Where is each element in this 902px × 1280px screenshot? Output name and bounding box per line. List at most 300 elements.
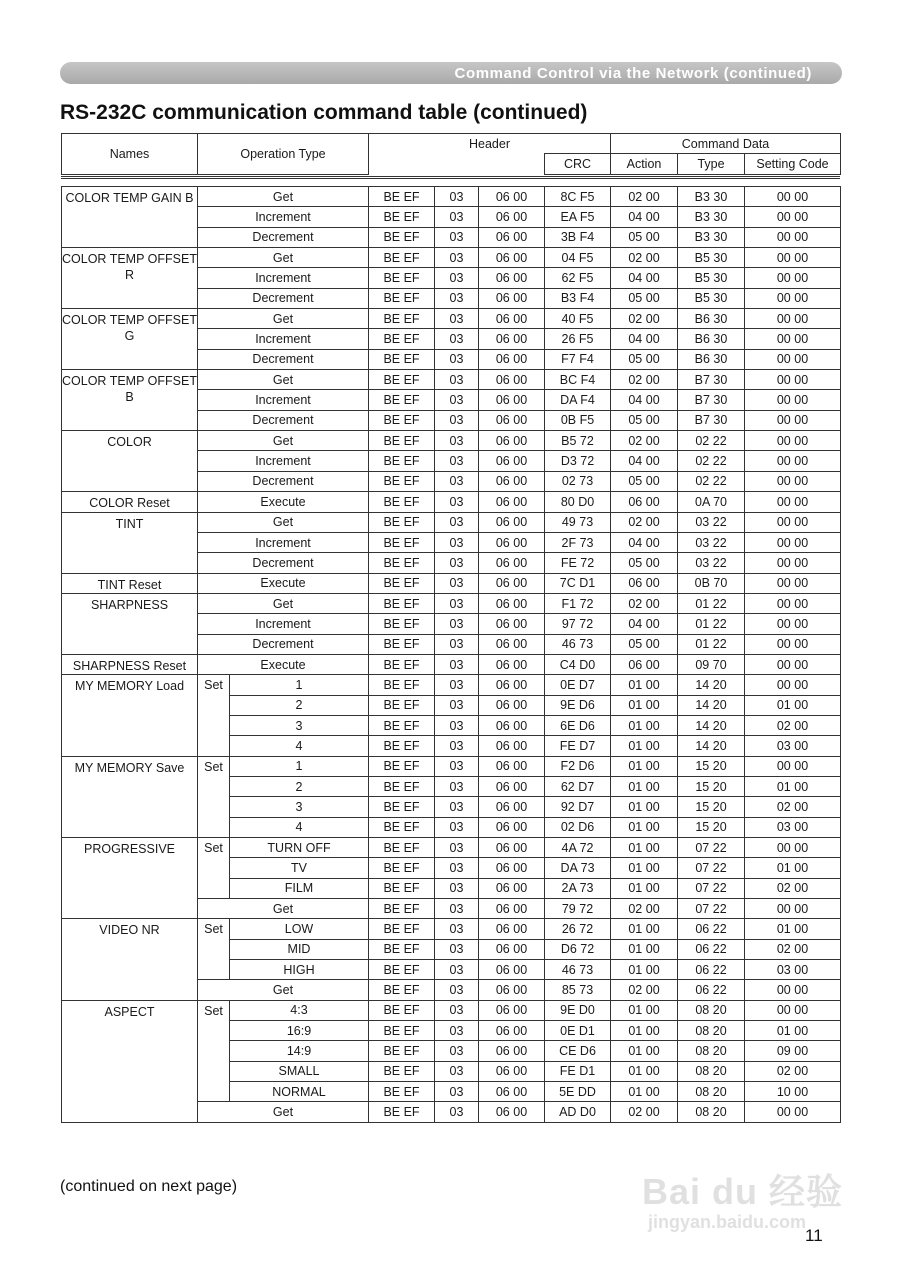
operation-type-cell: Get	[198, 593, 369, 613]
operation-type-cell: TURN OFF	[230, 838, 369, 858]
action-cell: 01 00	[611, 878, 678, 898]
operation-type-cell: Increment	[198, 614, 369, 634]
header-byte-cell: 06 00	[479, 878, 545, 898]
setting-code-cell: 00 00	[745, 349, 841, 369]
setting-code-cell: 00 00	[745, 553, 841, 573]
header-byte-cell: 06 00	[479, 309, 545, 329]
action-cell: 02 00	[611, 187, 678, 207]
command-name-cell: COLOR TEMP GAIN B	[62, 187, 198, 248]
crc-cell: 2A 73	[545, 878, 611, 898]
type-cell: B6 30	[678, 329, 745, 349]
header-byte-cell: 06 00	[479, 492, 545, 512]
setting-code-cell: 00 00	[745, 634, 841, 654]
header-byte-cell: 03	[435, 492, 479, 512]
header-byte-cell: 06 00	[479, 919, 545, 939]
header-byte-cell: 06 00	[479, 1041, 545, 1061]
type-cell: B6 30	[678, 309, 745, 329]
setting-code-cell: 03 00	[745, 817, 841, 837]
setting-code-cell: 00 00	[745, 309, 841, 329]
action-cell: 01 00	[611, 1061, 678, 1081]
operation-type-cell: Execute	[198, 492, 369, 512]
header-byte-cell: 06 00	[479, 390, 545, 410]
header-byte-cell: 06 00	[479, 614, 545, 634]
setting-code-cell: 00 00	[745, 268, 841, 288]
setting-code-cell: 02 00	[745, 715, 841, 735]
header-byte-cell: 06 00	[479, 695, 545, 715]
action-cell: 01 00	[611, 756, 678, 776]
crc-cell: DA F4	[545, 390, 611, 410]
action-cell: 05 00	[611, 410, 678, 430]
header-crc: CRC	[545, 154, 611, 175]
type-cell: 01 22	[678, 614, 745, 634]
type-cell: B5 30	[678, 288, 745, 308]
command-name-cell: MY MEMORY Load	[62, 675, 198, 756]
action-cell: 05 00	[611, 471, 678, 491]
header-byte-cell: 03	[435, 797, 479, 817]
header-byte-cell: 06 00	[479, 593, 545, 613]
action-cell: 01 00	[611, 675, 678, 695]
setting-code-cell: 00 00	[745, 532, 841, 552]
command-name-cell: MY MEMORY Save	[62, 756, 198, 837]
crc-cell: F2 D6	[545, 756, 611, 776]
header-byte-cell: 06 00	[479, 838, 545, 858]
header-byte-cell: 03	[435, 329, 479, 349]
header-byte-cell: 03	[435, 980, 479, 1000]
header-byte-cell: 06 00	[479, 715, 545, 735]
header-byte-cell: BE EF	[369, 1021, 435, 1041]
setting-code-cell: 01 00	[745, 1021, 841, 1041]
setting-code-cell: 00 00	[745, 654, 841, 674]
operation-type-cell: Execute	[198, 573, 369, 593]
header-byte-cell: BE EF	[369, 1041, 435, 1061]
setting-code-cell: 01 00	[745, 776, 841, 796]
action-cell: 04 00	[611, 614, 678, 634]
type-cell: 07 22	[678, 899, 745, 919]
setting-code-cell: 09 00	[745, 1041, 841, 1061]
operation-type-cell: Decrement	[198, 471, 369, 491]
continued-note: (continued on next page)	[60, 1178, 238, 1195]
action-cell: 02 00	[611, 370, 678, 390]
operation-type-cell: Decrement	[198, 410, 369, 430]
command-name-cell: COLOR TEMP OFFSET G	[62, 309, 198, 370]
setting-code-cell: 00 00	[745, 471, 841, 491]
crc-cell: 46 73	[545, 634, 611, 654]
operation-type-cell: Get	[198, 309, 369, 329]
crc-cell: 62 D7	[545, 776, 611, 796]
operation-type-cell: FILM	[230, 878, 369, 898]
type-cell: 06 22	[678, 980, 745, 1000]
crc-cell: 97 72	[545, 614, 611, 634]
action-cell: 06 00	[611, 492, 678, 512]
header-byte-cell: 06 00	[479, 227, 545, 247]
operation-type-cell: Increment	[198, 390, 369, 410]
action-cell: 01 00	[611, 838, 678, 858]
action-cell: 01 00	[611, 919, 678, 939]
header-byte-cell: 06 00	[479, 776, 545, 796]
header-byte-cell: BE EF	[369, 410, 435, 430]
type-cell: 14 20	[678, 715, 745, 735]
header-byte-cell: 03	[435, 899, 479, 919]
action-cell: 05 00	[611, 553, 678, 573]
crc-cell: FE D7	[545, 736, 611, 756]
crc-cell: 0B F5	[545, 410, 611, 430]
header-byte-cell: 03	[435, 410, 479, 430]
header-byte-cell: 03	[435, 939, 479, 959]
type-cell: B7 30	[678, 390, 745, 410]
setting-code-cell: 02 00	[745, 1061, 841, 1081]
setting-code-cell: 00 00	[745, 390, 841, 410]
operation-type-cell: Get	[198, 370, 369, 390]
header-byte-cell: BE EF	[369, 1102, 435, 1122]
header-header: Header	[369, 134, 611, 154]
operation-type-cell: Increment	[198, 207, 369, 227]
header-byte-cell: 06 00	[479, 187, 545, 207]
type-cell: B3 30	[678, 207, 745, 227]
header-byte-cell: BE EF	[369, 858, 435, 878]
type-cell: 01 22	[678, 593, 745, 613]
header-byte-cell: 03	[435, 838, 479, 858]
operation-type-cell: Increment	[198, 532, 369, 552]
crc-cell: 0E D1	[545, 1021, 611, 1041]
header-byte-cell: BE EF	[369, 960, 435, 980]
operation-type-cell: Get	[198, 431, 369, 451]
setting-code-cell: 01 00	[745, 695, 841, 715]
type-cell: B5 30	[678, 248, 745, 268]
type-cell: 14 20	[678, 736, 745, 756]
header-byte-cell: 03	[435, 675, 479, 695]
header-byte-cell: BE EF	[369, 1000, 435, 1020]
type-cell: 09 70	[678, 654, 745, 674]
header-byte-cell: 03	[435, 1021, 479, 1041]
action-cell: 05 00	[611, 349, 678, 369]
header-byte-cell: 03	[435, 471, 479, 491]
header-byte-cell: BE EF	[369, 227, 435, 247]
type-cell: 15 20	[678, 756, 745, 776]
header-byte-cell: 06 00	[479, 553, 545, 573]
operation-type-cell: Increment	[198, 451, 369, 471]
header-byte-cell: 06 00	[479, 471, 545, 491]
setting-code-cell: 01 00	[745, 858, 841, 878]
setting-code-cell: 01 00	[745, 919, 841, 939]
action-cell: 01 00	[611, 1082, 678, 1102]
type-cell: 06 22	[678, 939, 745, 959]
header-byte-cell: 06 00	[479, 736, 545, 756]
header-byte-cell: 06 00	[479, 573, 545, 593]
header-byte-cell: BE EF	[369, 756, 435, 776]
header-names: Names	[62, 134, 198, 175]
header-byte-cell: 06 00	[479, 675, 545, 695]
action-cell: 02 00	[611, 512, 678, 532]
type-cell: 14 20	[678, 675, 745, 695]
setting-code-cell: 03 00	[745, 736, 841, 756]
action-cell: 01 00	[611, 960, 678, 980]
header-byte-cell: 06 00	[479, 512, 545, 532]
header-byte-cell: 06 00	[479, 899, 545, 919]
header-byte-cell: 03	[435, 248, 479, 268]
action-cell: 02 00	[611, 593, 678, 613]
operation-type-cell: Decrement	[198, 553, 369, 573]
header-byte-cell: 06 00	[479, 858, 545, 878]
crc-cell: 9E D6	[545, 695, 611, 715]
action-cell: 04 00	[611, 390, 678, 410]
action-cell: 05 00	[611, 288, 678, 308]
setting-code-cell: 00 00	[745, 756, 841, 776]
type-cell: 08 20	[678, 1000, 745, 1020]
table-row	[62, 675, 841, 695]
action-cell: 01 00	[611, 695, 678, 715]
command-name-cell: COLOR Reset	[62, 492, 198, 512]
table-row	[62, 492, 841, 512]
crc-cell: 49 73	[545, 512, 611, 532]
header-byte-cell: 06 00	[479, 939, 545, 959]
header-action: Action	[611, 154, 678, 175]
type-cell: 08 20	[678, 1021, 745, 1041]
setting-code-cell: 00 00	[745, 492, 841, 512]
table-row	[62, 838, 841, 858]
header-byte-cell: BE EF	[369, 654, 435, 674]
type-cell: B5 30	[678, 268, 745, 288]
action-cell: 06 00	[611, 654, 678, 674]
header-byte-cell: BE EF	[369, 288, 435, 308]
header-setting-code: Setting Code	[745, 154, 841, 175]
operation-type-cell: MID	[230, 939, 369, 959]
action-cell: 04 00	[611, 329, 678, 349]
crc-cell: FE D1	[545, 1061, 611, 1081]
header-byte-cell: 03	[435, 817, 479, 837]
header-byte-cell: 06 00	[479, 654, 545, 674]
header-byte-cell: 03	[435, 207, 479, 227]
setting-code-cell: 00 00	[745, 288, 841, 308]
crc-cell: 2F 73	[545, 532, 611, 552]
type-cell: B3 30	[678, 187, 745, 207]
header-byte-cell: BE EF	[369, 451, 435, 471]
header-byte-cell: BE EF	[369, 512, 435, 532]
header-byte-cell: BE EF	[369, 309, 435, 329]
action-cell: 02 00	[611, 248, 678, 268]
command-table	[61, 186, 841, 1123]
header-byte-cell: 03	[435, 451, 479, 471]
header-byte-cell: BE EF	[369, 899, 435, 919]
setting-code-cell: 00 00	[745, 248, 841, 268]
header-byte-cell: BE EF	[369, 370, 435, 390]
header-byte-cell: 03	[435, 1000, 479, 1020]
header-byte-cell: BE EF	[369, 553, 435, 573]
type-cell: 02 22	[678, 471, 745, 491]
operation-type-cell: 3	[230, 715, 369, 735]
header-separator	[61, 176, 840, 179]
header-byte-cell: BE EF	[369, 614, 435, 634]
crc-cell: F1 72	[545, 593, 611, 613]
header-byte-cell: 06 00	[479, 431, 545, 451]
type-cell: 08 20	[678, 1061, 745, 1081]
header-byte-cell: 06 00	[479, 817, 545, 837]
header-byte-cell: BE EF	[369, 797, 435, 817]
operation-type-cell: 14:9	[230, 1041, 369, 1061]
header-byte-cell: 03	[435, 858, 479, 878]
header-byte-cell: 03	[435, 1061, 479, 1081]
header-byte-cell: 06 00	[479, 1082, 545, 1102]
crc-cell: 4A 72	[545, 838, 611, 858]
header-byte-cell: BE EF	[369, 593, 435, 613]
header-byte-cell: BE EF	[369, 329, 435, 349]
header-byte-cell: 06 00	[479, 634, 545, 654]
page-title: RS-232C communication command table (continued)	[60, 101, 588, 124]
action-cell: 01 00	[611, 817, 678, 837]
crc-cell: 3B F4	[545, 227, 611, 247]
banner-text: Command Control via the Network (continued)	[454, 64, 812, 82]
header-byte-cell: 03	[435, 715, 479, 735]
setting-code-cell: 00 00	[745, 512, 841, 532]
type-cell: 02 22	[678, 431, 745, 451]
table-row	[62, 187, 841, 207]
action-cell: 02 00	[611, 309, 678, 329]
command-name-cell: COLOR TEMP OFFSET B	[62, 370, 198, 431]
setting-code-cell: 10 00	[745, 1082, 841, 1102]
command-name-cell: SHARPNESS	[62, 593, 198, 654]
action-cell: 02 00	[611, 899, 678, 919]
header-byte-cell: 03	[435, 309, 479, 329]
crc-cell: 5E DD	[545, 1082, 611, 1102]
header-byte-cell: 06 00	[479, 756, 545, 776]
table-row	[62, 756, 841, 776]
crc-cell: 79 72	[545, 899, 611, 919]
crc-cell: FE 72	[545, 553, 611, 573]
header-byte-cell: BE EF	[369, 187, 435, 207]
setting-code-cell: 00 00	[745, 899, 841, 919]
operation-type-cell: Increment	[198, 329, 369, 349]
operation-type-cell: Get	[198, 248, 369, 268]
setting-code-cell: 00 00	[745, 573, 841, 593]
header-byte-cell: BE EF	[369, 349, 435, 369]
operation-set-cell: Set	[198, 919, 230, 980]
setting-code-cell: 00 00	[745, 370, 841, 390]
setting-code-cell: 00 00	[745, 838, 841, 858]
type-cell: 01 22	[678, 634, 745, 654]
header-byte-cell: BE EF	[369, 695, 435, 715]
table-row	[62, 1000, 841, 1020]
type-cell: 0A 70	[678, 492, 745, 512]
header-byte-cell: 06 00	[479, 288, 545, 308]
crc-cell: 26 F5	[545, 329, 611, 349]
type-cell: 07 22	[678, 878, 745, 898]
header-byte-cell: 06 00	[479, 410, 545, 430]
header-byte-cell: 03	[435, 654, 479, 674]
header-byte-cell: BE EF	[369, 838, 435, 858]
header-byte-cell: 03	[435, 776, 479, 796]
header-byte-cell: 03	[435, 390, 479, 410]
action-cell: 01 00	[611, 776, 678, 796]
header-byte-cell: 06 00	[479, 329, 545, 349]
header-byte-cell: BE EF	[369, 573, 435, 593]
type-cell: 07 22	[678, 838, 745, 858]
type-cell: 08 20	[678, 1041, 745, 1061]
crc-cell: CE D6	[545, 1041, 611, 1061]
table-row	[62, 919, 841, 939]
operation-type-cell: 1	[230, 675, 369, 695]
header-byte-cell: BE EF	[369, 675, 435, 695]
action-cell: 05 00	[611, 227, 678, 247]
crc-cell: B3 F4	[545, 288, 611, 308]
header-byte-cell: 06 00	[479, 268, 545, 288]
header-byte-cell: BE EF	[369, 1061, 435, 1081]
setting-code-cell: 00 00	[745, 614, 841, 634]
header-byte-cell: 03	[435, 1102, 479, 1122]
header-byte-cell: 06 00	[479, 248, 545, 268]
crc-cell: F7 F4	[545, 349, 611, 369]
type-cell: B7 30	[678, 410, 745, 430]
header-byte-cell: 03	[435, 634, 479, 654]
operation-set-cell: Set	[198, 756, 230, 837]
header-byte-cell: 03	[435, 1041, 479, 1061]
header-byte-cell: BE EF	[369, 715, 435, 735]
crc-cell: AD D0	[545, 1102, 611, 1122]
header-byte-cell: 06 00	[479, 349, 545, 369]
type-cell: 15 20	[678, 797, 745, 817]
setting-code-cell: 03 00	[745, 960, 841, 980]
setting-code-cell: 00 00	[745, 207, 841, 227]
header-byte-cell: BE EF	[369, 268, 435, 288]
crc-cell: 02 D6	[545, 817, 611, 837]
crc-cell: 02 73	[545, 471, 611, 491]
crc-cell: 8C F5	[545, 187, 611, 207]
type-cell: 0B 70	[678, 573, 745, 593]
header-type: Type	[678, 154, 745, 175]
crc-cell: DA 73	[545, 858, 611, 878]
header-byte-cell: BE EF	[369, 817, 435, 837]
action-cell: 01 00	[611, 1041, 678, 1061]
operation-type-cell: NORMAL	[230, 1082, 369, 1102]
header-byte-cell: 06 00	[479, 1000, 545, 1020]
action-cell: 01 00	[611, 939, 678, 959]
header-byte-cell: 03	[435, 512, 479, 532]
header-byte-cell: 03	[435, 349, 479, 369]
type-cell: 03 22	[678, 553, 745, 573]
action-cell: 04 00	[611, 207, 678, 227]
crc-cell: D3 72	[545, 451, 611, 471]
type-cell: 08 20	[678, 1102, 745, 1122]
crc-cell: 92 D7	[545, 797, 611, 817]
action-cell: 04 00	[611, 451, 678, 471]
table-row	[62, 431, 841, 451]
table-row	[62, 593, 841, 613]
type-cell: 06 22	[678, 919, 745, 939]
type-cell: B7 30	[678, 370, 745, 390]
header-byte-cell: 06 00	[479, 532, 545, 552]
header-byte-cell: BE EF	[369, 919, 435, 939]
header-byte-cell: 06 00	[479, 797, 545, 817]
header-byte-cell: BE EF	[369, 471, 435, 491]
table-row	[62, 309, 841, 329]
header-byte-cell: 06 00	[479, 1102, 545, 1122]
operation-type-cell: 2	[230, 695, 369, 715]
setting-code-cell: 00 00	[745, 593, 841, 613]
header-byte-cell: 06 00	[479, 370, 545, 390]
operation-type-cell: 1	[230, 756, 369, 776]
crc-cell: D6 72	[545, 939, 611, 959]
crc-cell: 9E D0	[545, 1000, 611, 1020]
operation-type-cell: Decrement	[198, 349, 369, 369]
header-byte-cell: BE EF	[369, 878, 435, 898]
table-row	[62, 248, 841, 268]
operation-type-cell: 4	[230, 817, 369, 837]
crc-cell: 62 F5	[545, 268, 611, 288]
action-cell: 01 00	[611, 1021, 678, 1041]
header-byte-cell: 03	[435, 370, 479, 390]
crc-cell: 04 F5	[545, 248, 611, 268]
header-byte-cell: 03	[435, 187, 479, 207]
table-row	[62, 573, 841, 593]
type-cell: 08 20	[678, 1082, 745, 1102]
